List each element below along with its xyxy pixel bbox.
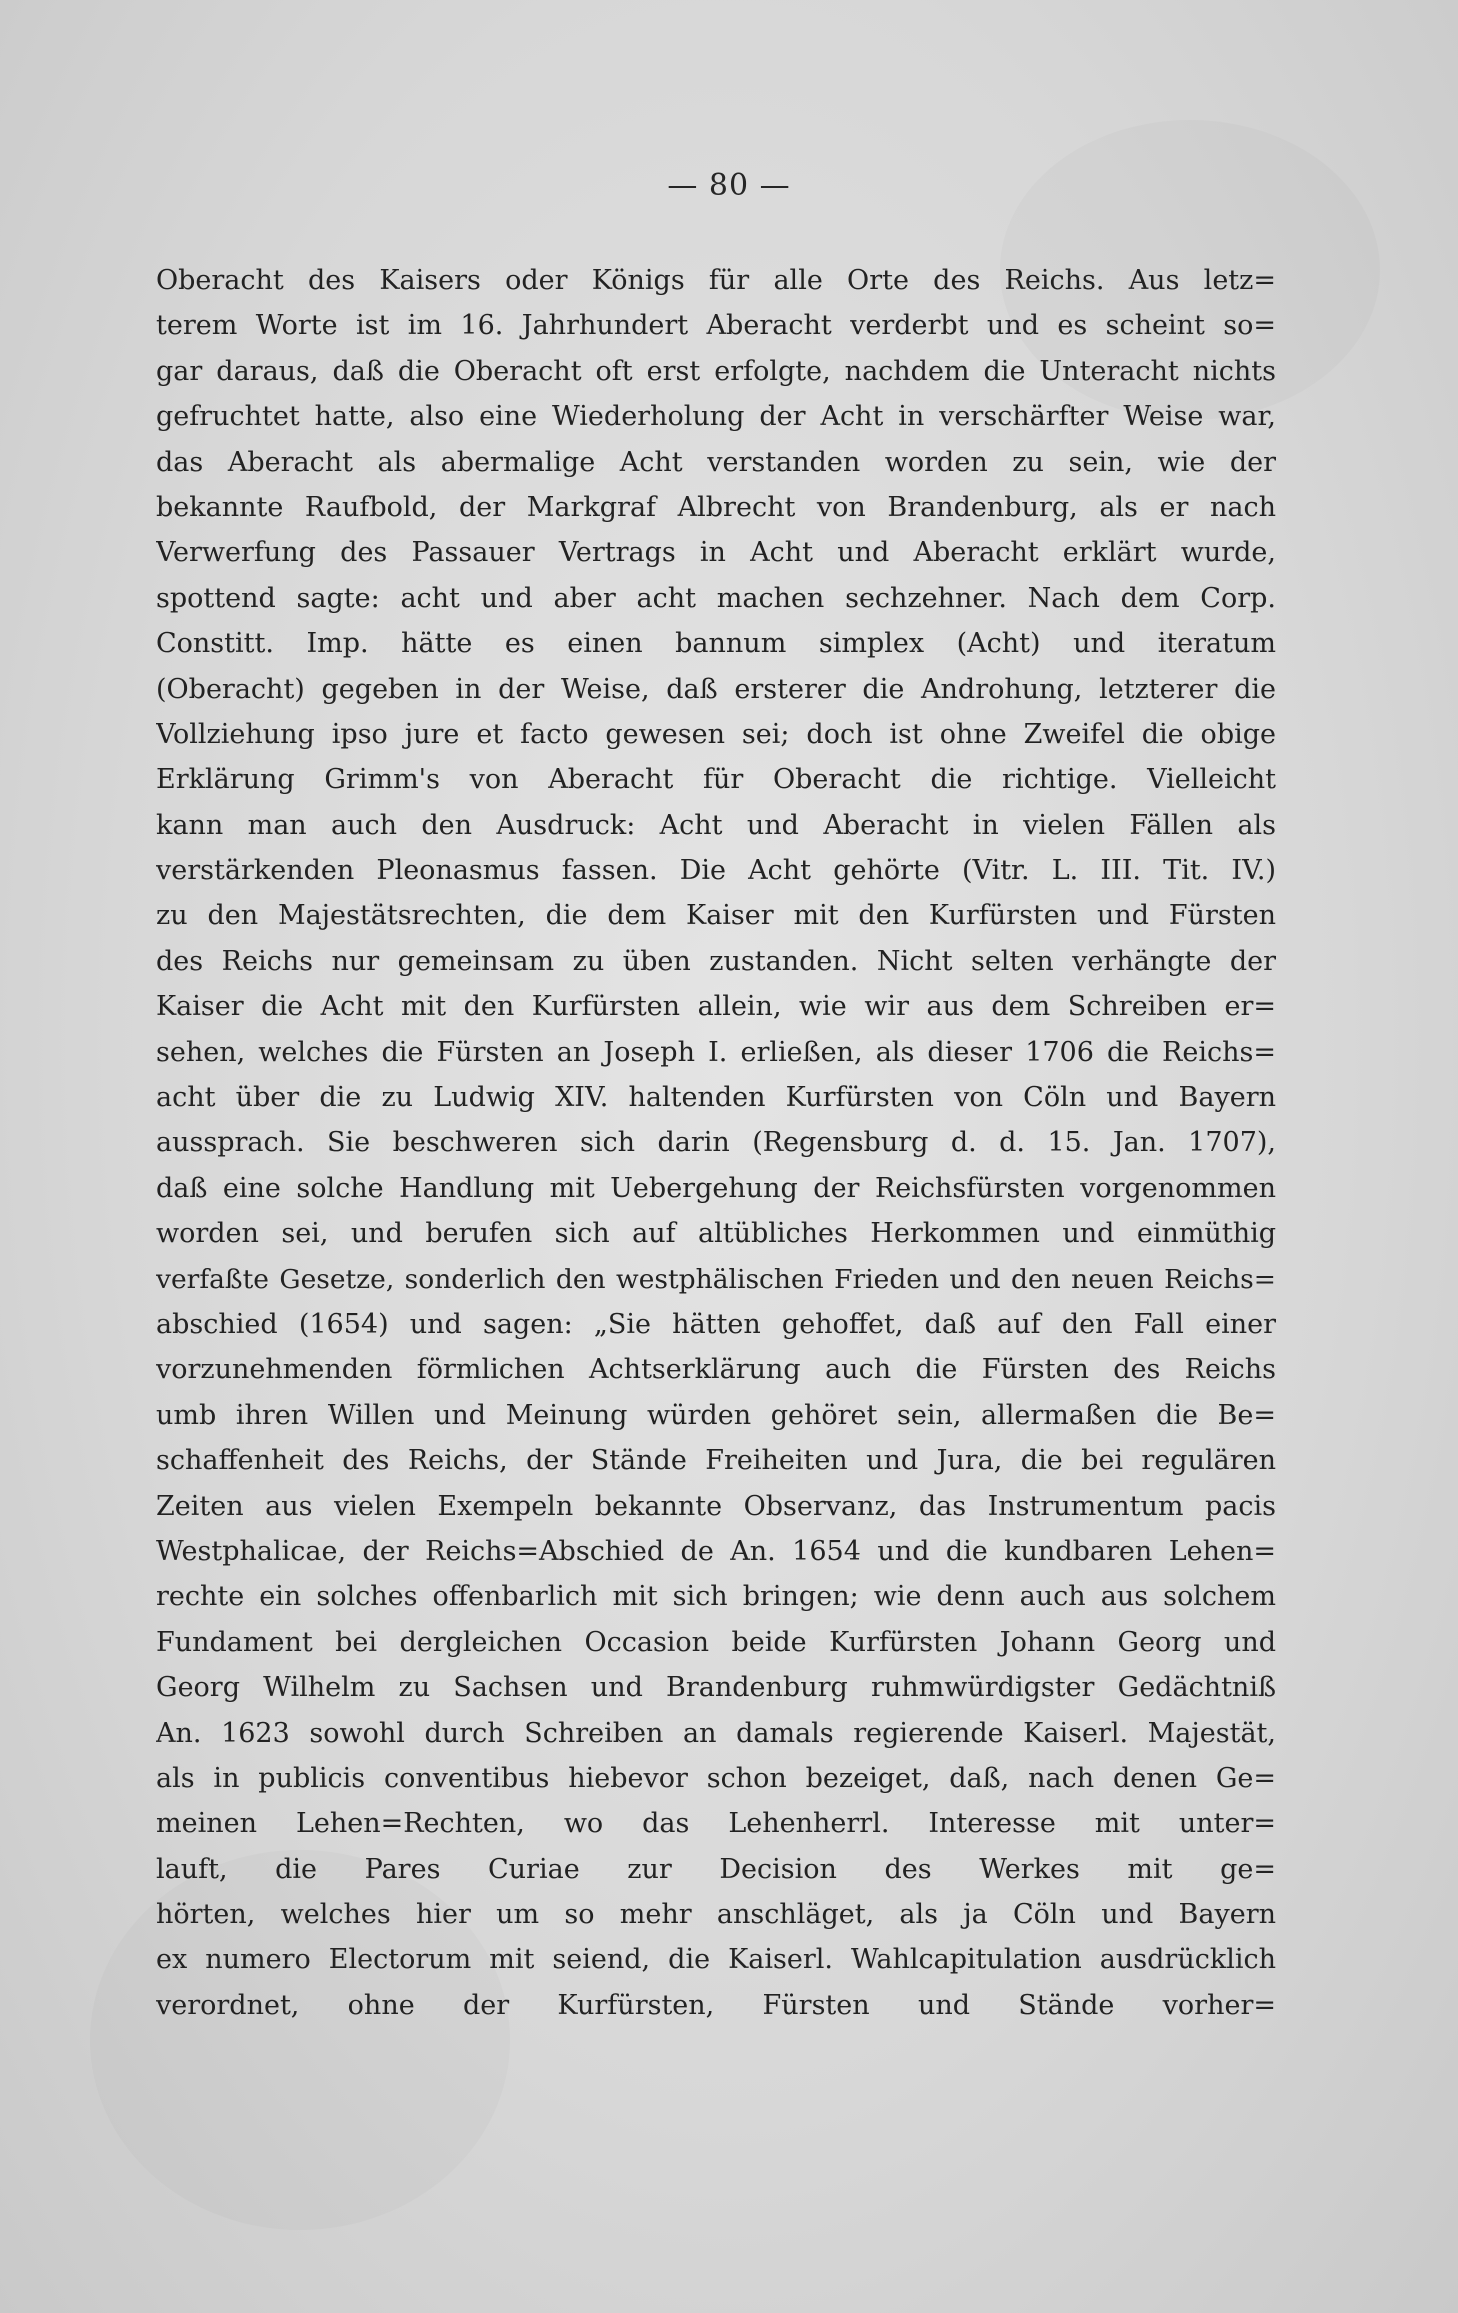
text-line: hörten, welches hier um so mehr anschläget, als ja Cöln und Bayern (156, 1899, 1276, 1931)
text-line: Fundament bei dergleichen Occasion beide Kurfürsten Johann Georg und (156, 1626, 1276, 1658)
text-line: schaffenheit des Reichs, der Stände Freiheiten und Jura, die bei regulären (156, 1445, 1276, 1477)
text-line: rechte ein solches offenbarlich mit sich bringen; wie denn auch aus solchem (156, 1581, 1276, 1613)
text-line: verstärkenden Pleonasmus fassen. Die Acht gehörte (Vitr. L. III. Tit. IV.) (156, 855, 1276, 887)
text-line: lauft, die Pares Curiae zur Decision des Werkes mit ge= (156, 1853, 1276, 1885)
text-line: terem Worte ist im 16. Jahrhundert Aberacht verderbt und es scheint so= (156, 310, 1276, 342)
text-line: abschied (1654) und sagen: „Sie hätten gehoffet, daß auf den Fall einer (156, 1308, 1276, 1340)
text-line: kann man auch den Ausdruck: Acht und Aberacht in vielen Fällen als (156, 809, 1276, 841)
text-line: gefruchtet hatte, also eine Wiederholung der Acht in verschärfter Weise war, (156, 401, 1276, 433)
text-line: aussprach. Sie beschweren sich darin (Regensburg d. d. 15. Jan. 1707), (156, 1127, 1276, 1159)
text-line: das Aberacht als abermalige Acht verstanden worden zu sein, wie der (156, 446, 1276, 478)
text-line: Oberacht des Kaisers oder Königs für alle Orte des Reichs. Aus letz= (156, 265, 1276, 296)
text-line: Erklärung Grimm's von Aberacht für Oberacht die richtige. Vielleicht (156, 764, 1276, 796)
text-line: acht über die zu Ludwig XIV. haltenden Kurfürsten von Cöln und Bayern (156, 1082, 1276, 1114)
text-line: sehen, welches die Fürsten an Joseph I. erließen, als dieser 1706 die Reichs= (156, 1036, 1276, 1068)
page-number: — 80 — (667, 168, 791, 203)
text-line: Westphalicae, der Reichs=Abschied de An. 1654 und die kundbaren Lehen= (156, 1535, 1276, 1567)
text-line: Vollziehung ipso jure et facto gewesen sei; doch ist ohne Zweifel die obige (156, 718, 1276, 750)
text-line: zu den Majestätsrechten, die dem Kaiser mit den Kurfürsten und Fürsten (156, 900, 1276, 932)
text-line: worden sei, und berufen sich auf altübliches Herkommen und einmüthig (156, 1218, 1276, 1250)
text-line: Kaiser die Acht mit den Kurfürsten allein, wie wir aus dem Schreiben er= (156, 991, 1276, 1023)
text-line: Verwerfung des Passauer Vertrags in Acht und Aberacht erklärt wurde, (156, 537, 1276, 569)
body-text (156, 258, 1276, 2028)
text-line: bekannte Raufbold, der Markgraf Albrecht von Brandenburg, als er nach (156, 491, 1276, 523)
text-line: verfaßte Gesetze, sonderlich den westphälischen Frieden und den neuen Reichs= (156, 1263, 1276, 1295)
text-line: Constitt. Imp. hätte es einen bannum simplex (Acht) und iteratum (156, 628, 1276, 660)
text-line: spottend sagte: acht und aber acht machen sechzehner. Nach dem Corp. (156, 582, 1276, 614)
text-line: verordnet, ohne der Kurfürsten, Fürsten und Stände vorher= (156, 1989, 1276, 2021)
text-line: An. 1623 sowohl durch Schreiben an damals regierende Kaiserl. Majestät, (156, 1717, 1276, 1749)
text-line: als in publicis conventibus hiebevor schon bezeiget, daß, nach denen Ge= (156, 1762, 1276, 1794)
text-line: daß eine solche Handlung mit Uebergehung der Reichsfürsten vorgenommen (156, 1172, 1276, 1204)
text-line: gar daraus, daß die Oberacht oft erst erfolgte, nachdem die Unteracht nichts (156, 355, 1276, 387)
text-line: umb ihren Willen und Meinung würden gehöret sein, allermaßen die Be= (156, 1399, 1276, 1431)
text-line: ex numero Electorum mit seiend, die Kaiserl. Wahlcapitulation ausdrücklich (156, 1944, 1276, 1976)
text-line: Georg Wilhelm zu Sachsen und Brandenburg ruhmwürdigster Gedächtniß (156, 1672, 1276, 1704)
text-line: vorzunehmenden förmlichen Achtserklärung auch die Fürsten des Reichs (156, 1354, 1276, 1386)
text-line: meinen Lehen=Rechten, wo das Lehenherrl. Interesse mit unter= (156, 1808, 1276, 1840)
text-line: des Reichs nur gemeinsam zu üben zustanden. Nicht selten verhängte der (156, 945, 1276, 977)
text-line: Zeiten aus vielen Exempeln bekannte Observanz, das Instrumentum pacis (156, 1490, 1276, 1522)
text-line: (Oberacht) gegeben in der Weise, daß ersterer die Androhung, letzterer die (156, 673, 1276, 705)
